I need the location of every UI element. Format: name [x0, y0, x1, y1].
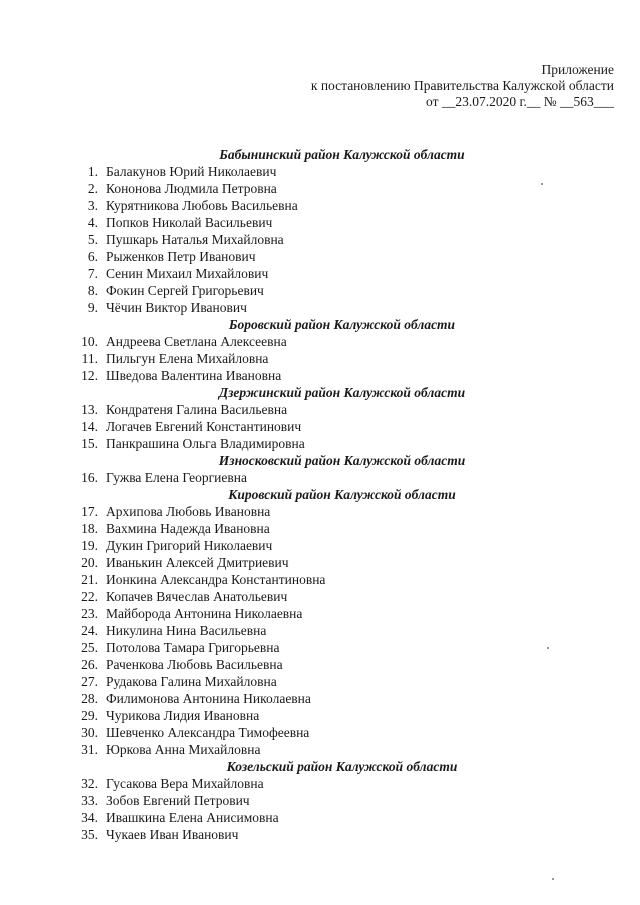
list-item [0, 707, 640, 724]
list-item [0, 418, 640, 435]
person-name: Рыженков Петр Иванович [106, 249, 256, 264]
document-header [311, 62, 614, 110]
list-item-number: 18. [81, 521, 98, 536]
person-name: Пильгун Елена Михайловна [106, 351, 269, 366]
list-item [0, 639, 640, 656]
list-item [0, 435, 640, 452]
person-name: Рудакова Галина Михайловна [106, 674, 277, 689]
list-item [0, 690, 640, 707]
list-item-number: 33. [81, 793, 98, 808]
list-item-number: 20. [81, 555, 98, 570]
list-item [0, 554, 640, 571]
list-item [0, 503, 640, 520]
district-heading: Кировский район Калужской области [228, 487, 456, 502]
person-name: Пушкарь Наталья Михайловна [106, 232, 284, 247]
person-name: Чукаев Иван Иванович [106, 827, 239, 842]
scan-speck [547, 647, 549, 649]
list-item [0, 520, 640, 537]
list-item [0, 809, 640, 826]
district-heading: Износковский район Калужской области [218, 453, 466, 468]
person-name: Курятникова Любовь Васильевна [106, 198, 298, 213]
list-item-number: 19. [81, 538, 98, 553]
person-name: Кононова Людмила Петровна [106, 181, 277, 196]
list-item [0, 724, 640, 741]
list-item [0, 333, 640, 350]
district-heading: Козельский район Калужской области [226, 759, 458, 774]
list-item [0, 656, 640, 673]
list-item-number: 9. [87, 300, 98, 315]
list-item [0, 622, 640, 639]
district-heading: Бабынинский район Калужской области [219, 147, 465, 162]
list-item-number: 7. [87, 266, 98, 281]
list-item-number: 23. [81, 606, 98, 621]
list-item [0, 741, 640, 758]
list-item [0, 350, 640, 367]
resolution-date-number: от __23.07.2020 г.__ № __563___ [426, 94, 614, 109]
list-item [0, 367, 640, 384]
person-name: Фокин Сергей Григорьевич [106, 283, 264, 298]
list-item-number: 34. [81, 810, 98, 825]
list-item-number: 4. [87, 215, 98, 230]
person-name: Зобов Евгений Петрович [106, 793, 250, 808]
person-name: Балакунов Юрий Николаевич [106, 164, 277, 179]
list-item-number: 2. [87, 181, 98, 196]
list-item-number: 1. [87, 164, 98, 179]
list-item-number: 12. [81, 368, 98, 383]
person-name: Потолова Тамара Григорьевна [106, 640, 280, 655]
list-item-number: 22. [81, 589, 98, 604]
list-item [0, 299, 640, 316]
list-item [0, 282, 640, 299]
list-item [0, 401, 640, 418]
person-name: Майборода Антонина Николаевна [106, 606, 303, 621]
list-item-number: 26. [81, 657, 98, 672]
person-name: Андреева Светлана Алексеевна [106, 334, 287, 349]
person-name: Никулина Нина Васильевна [106, 623, 267, 638]
person-name: Сенин Михаил Михайлович [106, 266, 269, 281]
person-name: Шведова Валентина Ивановна [106, 368, 282, 383]
person-name: Архипова Любовь Ивановна [106, 504, 271, 519]
district-heading: Дзержинский район Калужской области [218, 385, 466, 400]
list-item-number: 31. [81, 742, 98, 757]
list-item-number: 29. [81, 708, 98, 723]
list-item [0, 588, 640, 605]
person-name: Гусакова Вера Михайловна [106, 776, 264, 791]
person-name: Кондратеня Галина Васильевна [106, 402, 288, 417]
list-item-number: 24. [81, 623, 98, 638]
list-item-number: 17. [81, 504, 98, 519]
list-item [0, 605, 640, 622]
district-list [0, 146, 640, 843]
list-item [0, 214, 640, 231]
person-name: Юркова Анна Михайловна [106, 742, 261, 757]
list-item [0, 180, 640, 197]
list-item [0, 537, 640, 554]
person-name: Гужва Елена Георгиевна [106, 470, 247, 485]
person-name: Филимонова Антонина Николаевна [106, 691, 311, 706]
list-item [0, 571, 640, 588]
list-item [0, 265, 640, 282]
list-item-number: 13. [81, 402, 98, 417]
list-item-number: 27. [81, 674, 98, 689]
district-heading: Боровский район Калужской области [228, 317, 456, 332]
scan-speck [552, 878, 554, 880]
list-item [0, 248, 640, 265]
list-item-number: 28. [81, 691, 98, 706]
list-item-number: 35. [81, 827, 98, 842]
person-name: Раченкова Любовь Васильевна [106, 657, 283, 672]
person-name: Чёчин Виктор Иванович [106, 300, 247, 315]
list-item-number: 5. [87, 232, 98, 247]
list-item [0, 826, 640, 843]
person-name: Ивашкина Елена Анисимовна [106, 810, 279, 825]
person-name: Панкрашина Ольга Владимировна [106, 436, 305, 451]
list-item-number: 30. [81, 725, 98, 740]
list-item [0, 673, 640, 690]
list-item-number: 3. [87, 198, 98, 213]
list-item [0, 775, 640, 792]
list-item-number: 14. [81, 419, 98, 434]
person-name: Дукин Григорий Николаевич [106, 538, 273, 553]
list-item-number: 32. [81, 776, 98, 791]
appendix-label: Приложение [541, 62, 614, 77]
list-item [0, 163, 640, 180]
person-name: Логачев Евгений Константинович [106, 419, 302, 434]
person-name: Вахмина Надежда Ивановна [106, 521, 270, 536]
list-item [0, 469, 640, 486]
list-item-number: 10. [81, 334, 98, 349]
person-name: Копачев Вячеслав Анатольевич [106, 589, 288, 604]
list-item-number: 16. [81, 470, 98, 485]
list-item-number: 21. [81, 572, 98, 587]
list-item [0, 197, 640, 214]
resolution-reference: к постановлению Правительства Калужской области [310, 78, 614, 93]
person-name: Иванькин Алексей Дмитриевич [106, 555, 289, 570]
list-item [0, 231, 640, 248]
list-item-number: 6. [87, 249, 98, 264]
list-item-number: 25. [81, 640, 98, 655]
person-name: Чурикова Лидия Ивановна [106, 708, 260, 723]
list-item [0, 792, 640, 809]
person-name: Шевченко Александра Тимофеевна [106, 725, 310, 740]
list-item-number: 11. [81, 351, 98, 366]
person-name: Ионкина Александра Константиновна [106, 572, 326, 587]
list-item-number: 8. [87, 283, 98, 298]
list-item-number: 15. [81, 436, 98, 451]
scan-speck [541, 183, 543, 185]
person-name: Попков Николай Васильевич [106, 215, 273, 230]
